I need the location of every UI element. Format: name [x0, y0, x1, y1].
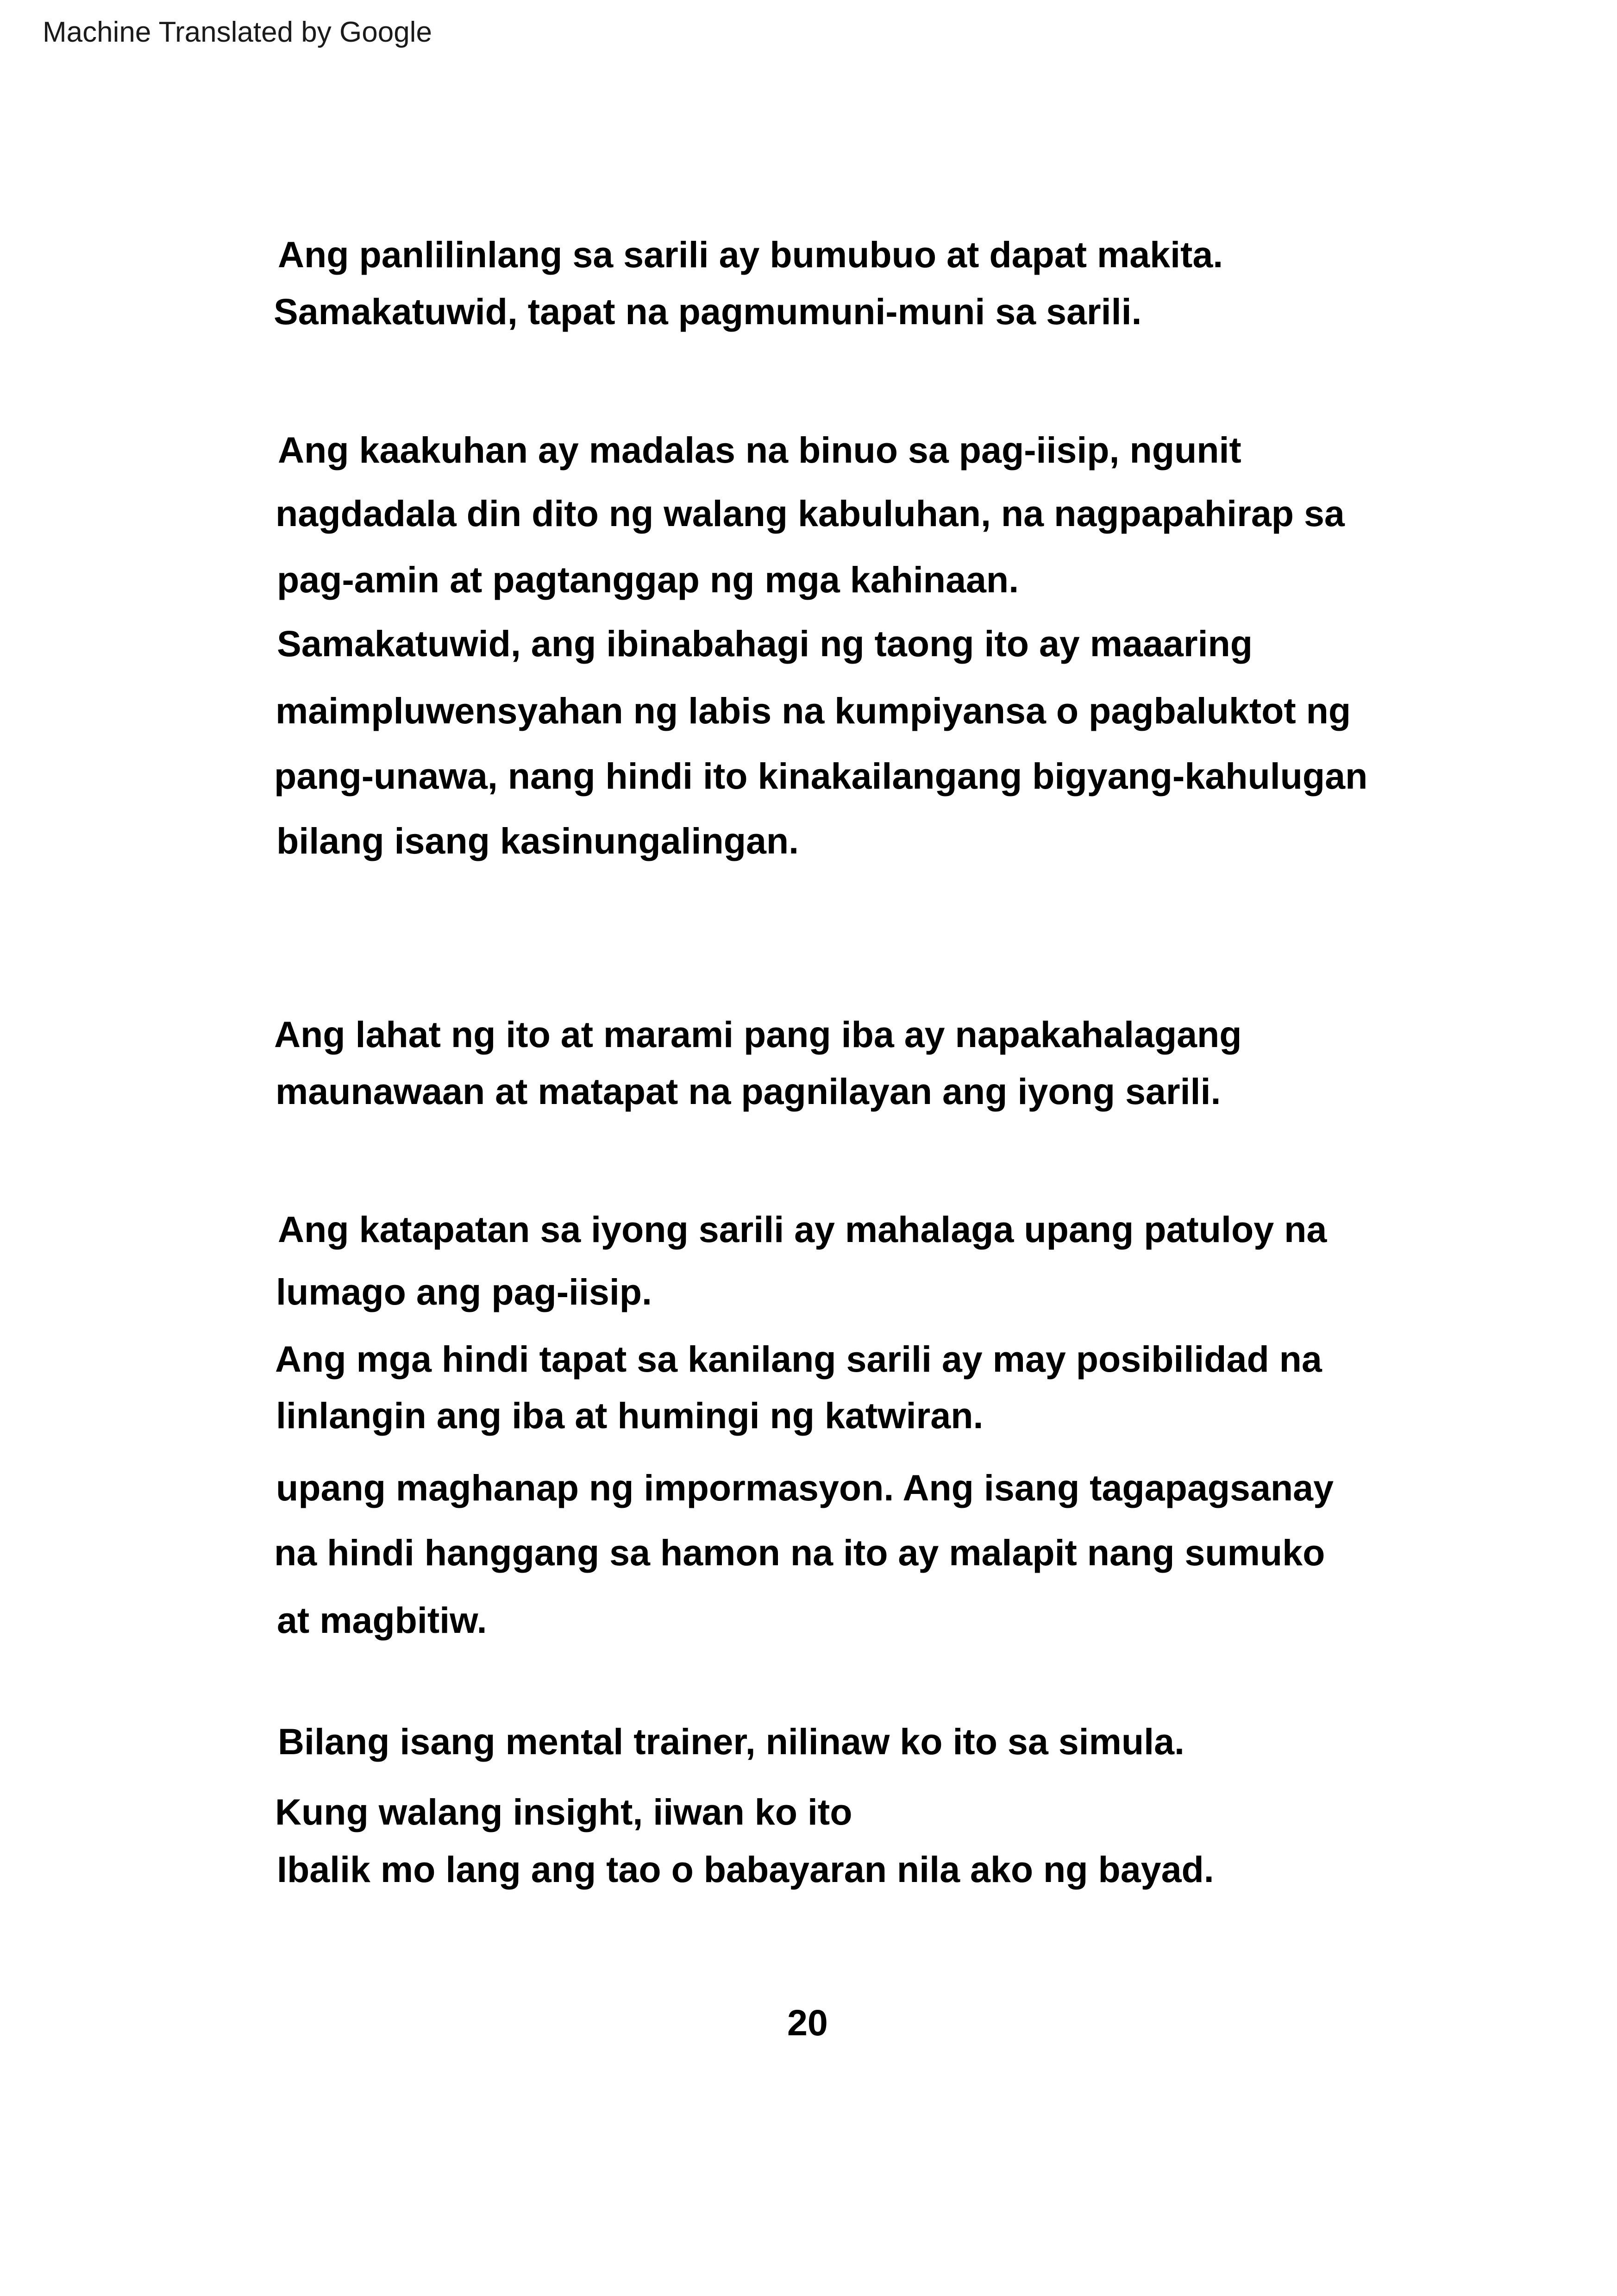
text-line: Ang katapatan sa iyong sarili ay mahalaga upang patuloy na — [278, 1209, 1327, 1250]
text-line: Ang kaakuhan ay madalas na binuo sa pag-iisip, ngunit — [278, 429, 1241, 470]
text-line: bilang isang kasinungalingan. — [276, 820, 799, 861]
text-line: Ang lahat ng ito at marami pang iba ay napakahalagang — [274, 1014, 1242, 1055]
page-number: 20 — [787, 2002, 828, 2043]
text-line: Samakatuwid, ang ibinabahagi ng taong ito ay maaaring — [277, 623, 1253, 664]
text-line: pag-amin at pagtanggap ng mga kahinaan. — [277, 559, 1019, 600]
text-line: pang-unawa, nang hindi ito kinakailangang bigyang-kahulugan — [274, 755, 1368, 797]
text-line: na hindi hanggang sa hamon na ito ay malapit nang sumuko — [274, 1532, 1325, 1573]
text-line: Ang panlilinlang sa sarili ay bumubuo at dapat makita. — [278, 234, 1223, 275]
text-line: linlangin ang iba at humingi ng katwiran. — [276, 1395, 984, 1436]
machine-translation-banner: Machine Translated by Google — [43, 16, 432, 48]
text-line: Samakatuwid, tapat na pagmumuni-muni sa sarili. — [274, 291, 1142, 332]
text-line: Ang mga hindi tapat sa kanilang sarili ay may posibilidad na — [275, 1338, 1322, 1380]
text-line: lumago ang pag-iisip. — [276, 1271, 652, 1312]
text-line: maimpluwensyahan ng labis na kumpiyansa o pagbaluktot ng — [276, 690, 1351, 731]
text-line: upang maghanap ng impormasyon. Ang isang tagapagsanay — [276, 1467, 1334, 1508]
text-line: Kung walang insight, iiwan ko ito — [275, 1791, 852, 1832]
text-line: Ibalik mo lang ang tao o babayaran nila ako ng bayad. — [277, 1849, 1214, 1890]
text-line: Bilang isang mental trainer, nilinaw ko ito sa simula. — [278, 1721, 1185, 1762]
text-line: maunawaan at matapat na pagnilayan ang iyong sarili. — [276, 1071, 1221, 1112]
text-line: nagdadala din dito ng walang kabuluhan, na nagpapahirap sa — [276, 493, 1345, 534]
text-line: at magbitiw. — [277, 1600, 487, 1641]
